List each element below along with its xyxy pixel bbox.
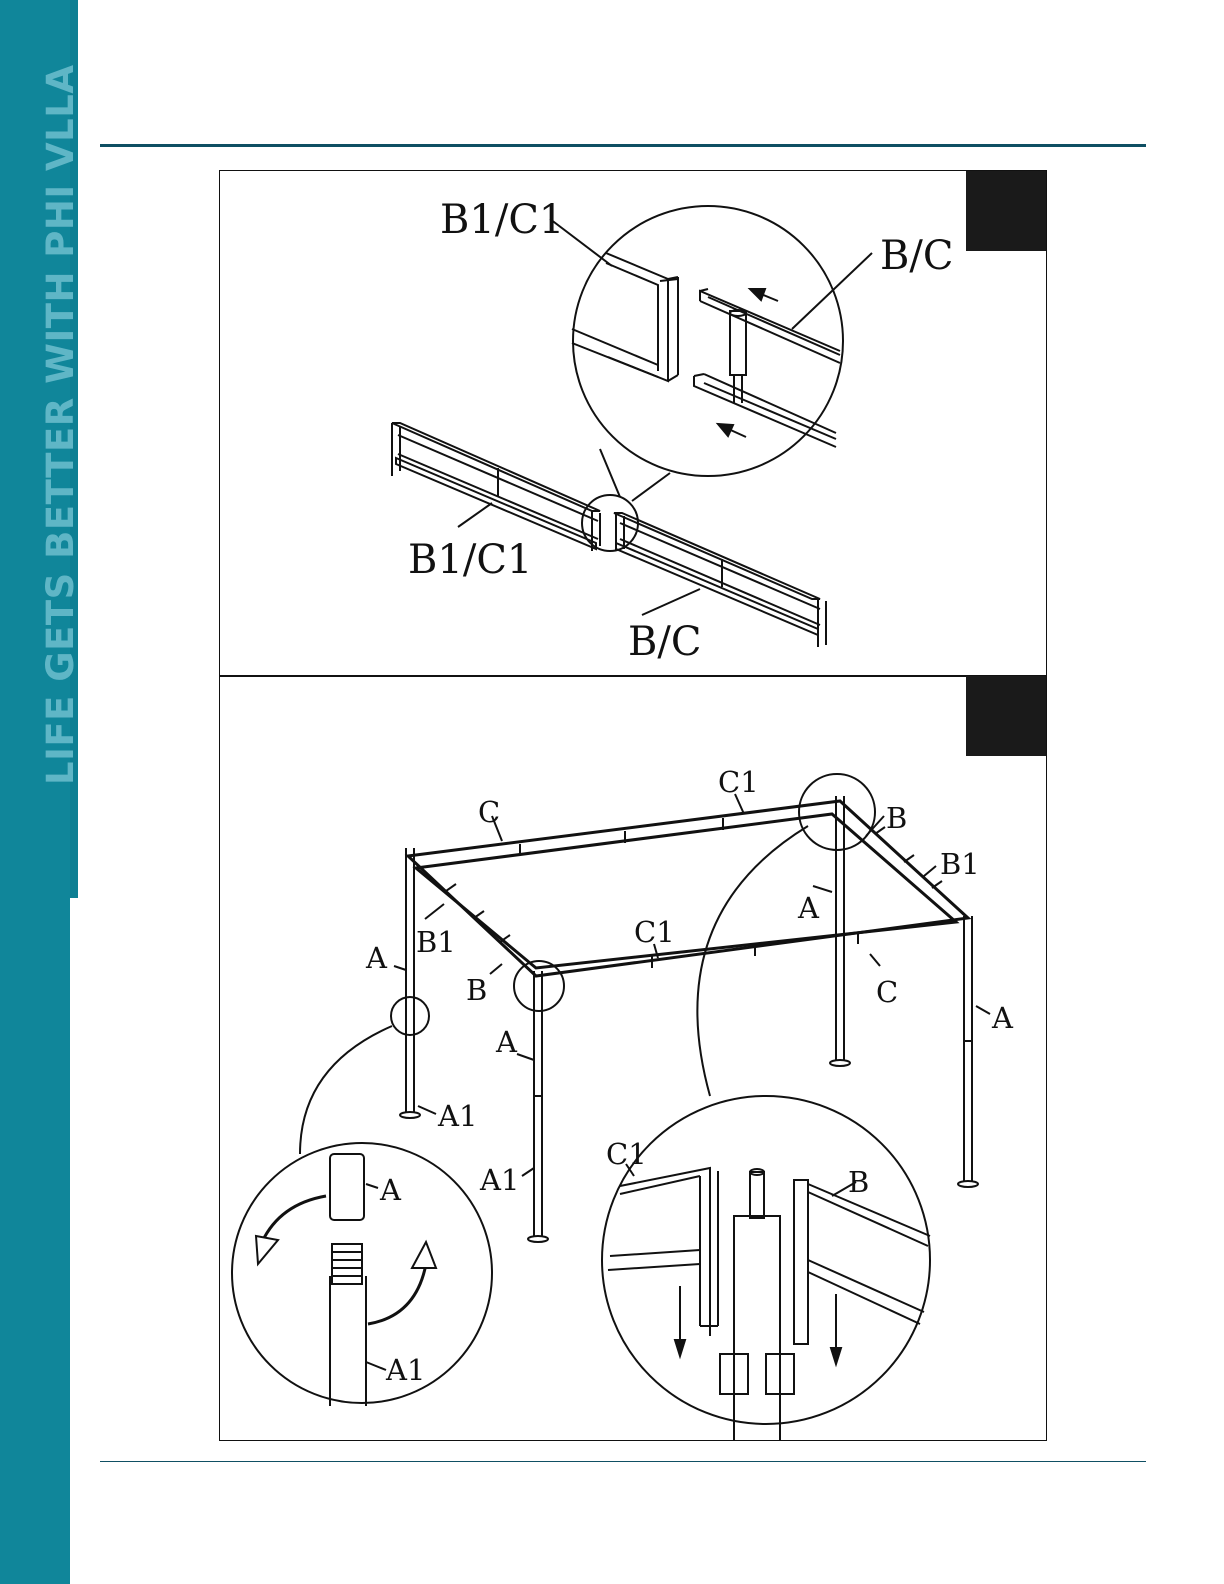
post-a-right xyxy=(958,916,978,1187)
label-a-front: A xyxy=(496,1025,517,1059)
beam-label-b-c: B/C xyxy=(628,619,702,665)
label-detail-a1: A1 xyxy=(386,1353,426,1387)
label-a-left: A xyxy=(366,941,387,975)
corner-joint-detail xyxy=(602,1096,930,1441)
label-detail-a: A xyxy=(380,1173,401,1207)
label-a-right: A xyxy=(992,1001,1013,1035)
label-b-left: B xyxy=(466,973,488,1007)
label-b-back: B xyxy=(886,801,908,835)
frame-assembly-diagram xyxy=(220,676,1047,1441)
sidebar xyxy=(0,0,82,1584)
detail-magnifier xyxy=(573,206,843,476)
callout-label-b1-c1: B1/C1 xyxy=(440,197,565,243)
header-rule xyxy=(100,144,1146,147)
beam-assembly-diagram xyxy=(220,171,1047,677)
step-panel-2 xyxy=(219,675,1047,1441)
beam-b1-c1 xyxy=(392,423,600,551)
post-joint-highlight xyxy=(391,997,429,1035)
post-thread-detail xyxy=(232,1143,492,1406)
label-detail-c1: C1 xyxy=(606,1137,647,1171)
label-c-front: C xyxy=(876,975,899,1009)
label-c1-back: C1 xyxy=(718,765,759,799)
label-b1-left: B1 xyxy=(416,925,456,959)
label-a-back: A xyxy=(798,891,819,925)
label-b1-right: B1 xyxy=(940,847,980,881)
beam-label-b1-c1: B1/C1 xyxy=(408,537,533,583)
joint-detail xyxy=(572,253,840,447)
footer-rule xyxy=(100,1461,1146,1462)
label-c1-front: C1 xyxy=(634,915,675,949)
post-a-left xyxy=(400,848,420,1118)
label-a1-left: A1 xyxy=(438,1099,478,1133)
label-c-back: C xyxy=(478,795,501,829)
post-a-back xyxy=(830,796,850,1066)
sidebar-tagline: LIFE GETS BETTER WITH PHI VLLA xyxy=(39,64,82,785)
label-a1-front: A1 xyxy=(480,1163,520,1197)
callout-label-b-c: B/C xyxy=(880,233,954,279)
label-detail-b: B xyxy=(848,1165,870,1199)
step-panel-1 xyxy=(219,170,1047,677)
